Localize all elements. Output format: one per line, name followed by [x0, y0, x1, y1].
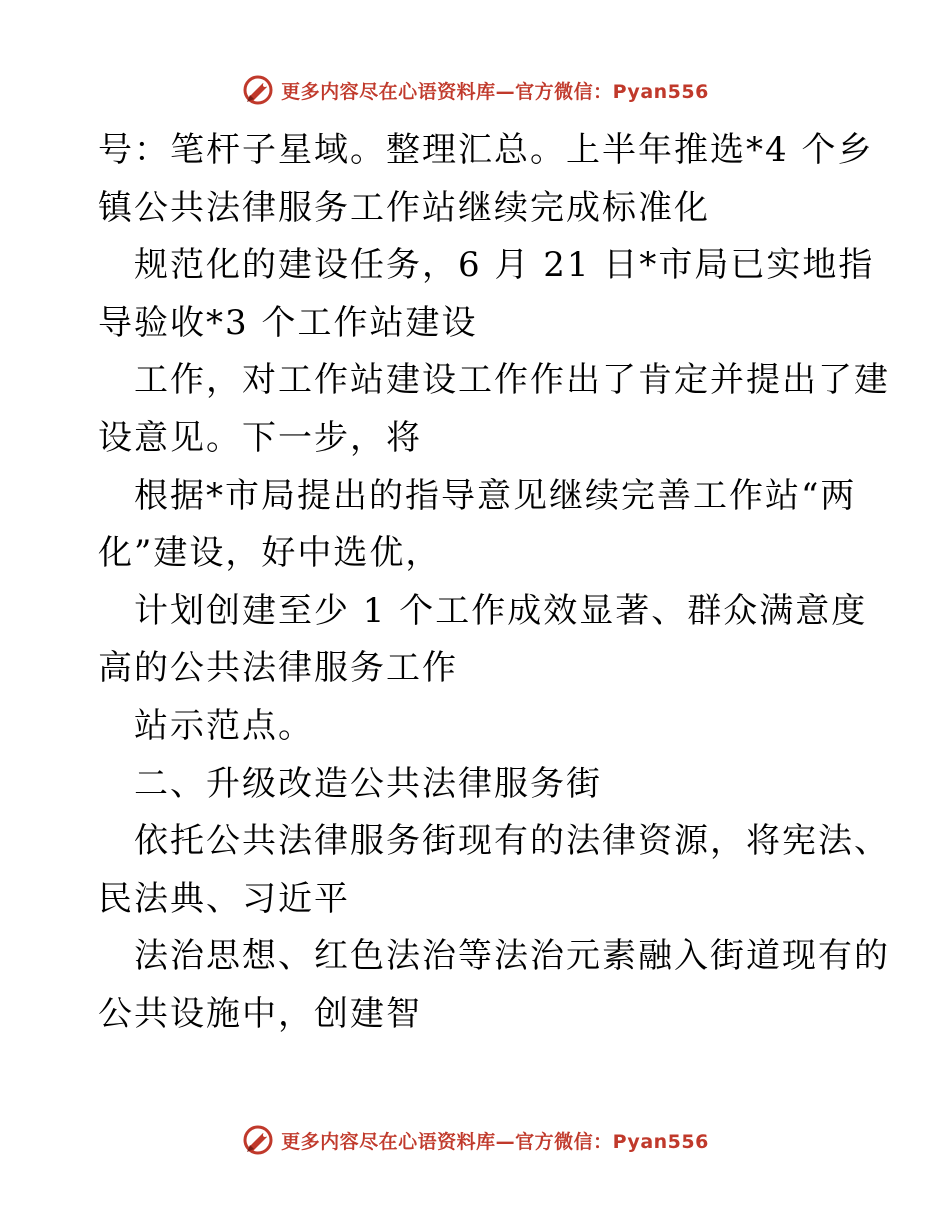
pen-seal-icon [241, 1123, 275, 1157]
document-body [98, 122, 890, 1044]
section-heading: 二、升级改造公共法律服务街 [134, 763, 602, 804]
text-line: 化”建设，好中选优， [98, 533, 442, 574]
text-line: 民法典、习近平 [98, 878, 350, 919]
header-banner-text: 更多内容尽在心语资料库—官方微信：Pyan556 [281, 80, 709, 103]
header-banner [0, 72, 950, 108]
text-line: 号：笔杆子星域。整理汇总。上半年推选*4 个乡 [98, 130, 874, 170]
text-line: 站示范点。 [134, 705, 314, 746]
text-line: 工作，对工作站建设工作作出了肯定并提出了建 [134, 360, 890, 401]
text-line: 设意见。下一步，将 [98, 417, 422, 458]
text-line: 高的公共法律服务工作 [98, 648, 458, 689]
text-line: 法治思想、红色法治等法治元素融入街道现有的 [134, 936, 890, 977]
footer-banner [0, 1122, 950, 1158]
text-line: 规范化的建设任务，6 月 21 日*市局已实地指 [134, 245, 875, 286]
text-line: 公共设施中，创建智 [98, 993, 422, 1034]
text-line: 导验收*3 个工作站建设 [98, 302, 478, 343]
text-line: 计划创建至少 1 个工作成效显著、群众满意度 [134, 590, 868, 631]
pen-seal-icon [241, 73, 275, 107]
text-line: 镇公共法律服务工作站继续完成标准化 [98, 187, 710, 228]
text-line: 根据*市局提出的指导意见继续完善工作站“两 [134, 475, 857, 516]
footer-banner-text: 更多内容尽在心语资料库—官方微信：Pyan556 [281, 1130, 709, 1153]
text-line: 依托公共法律服务街现有的法律资源，将宪法、 [134, 821, 890, 862]
